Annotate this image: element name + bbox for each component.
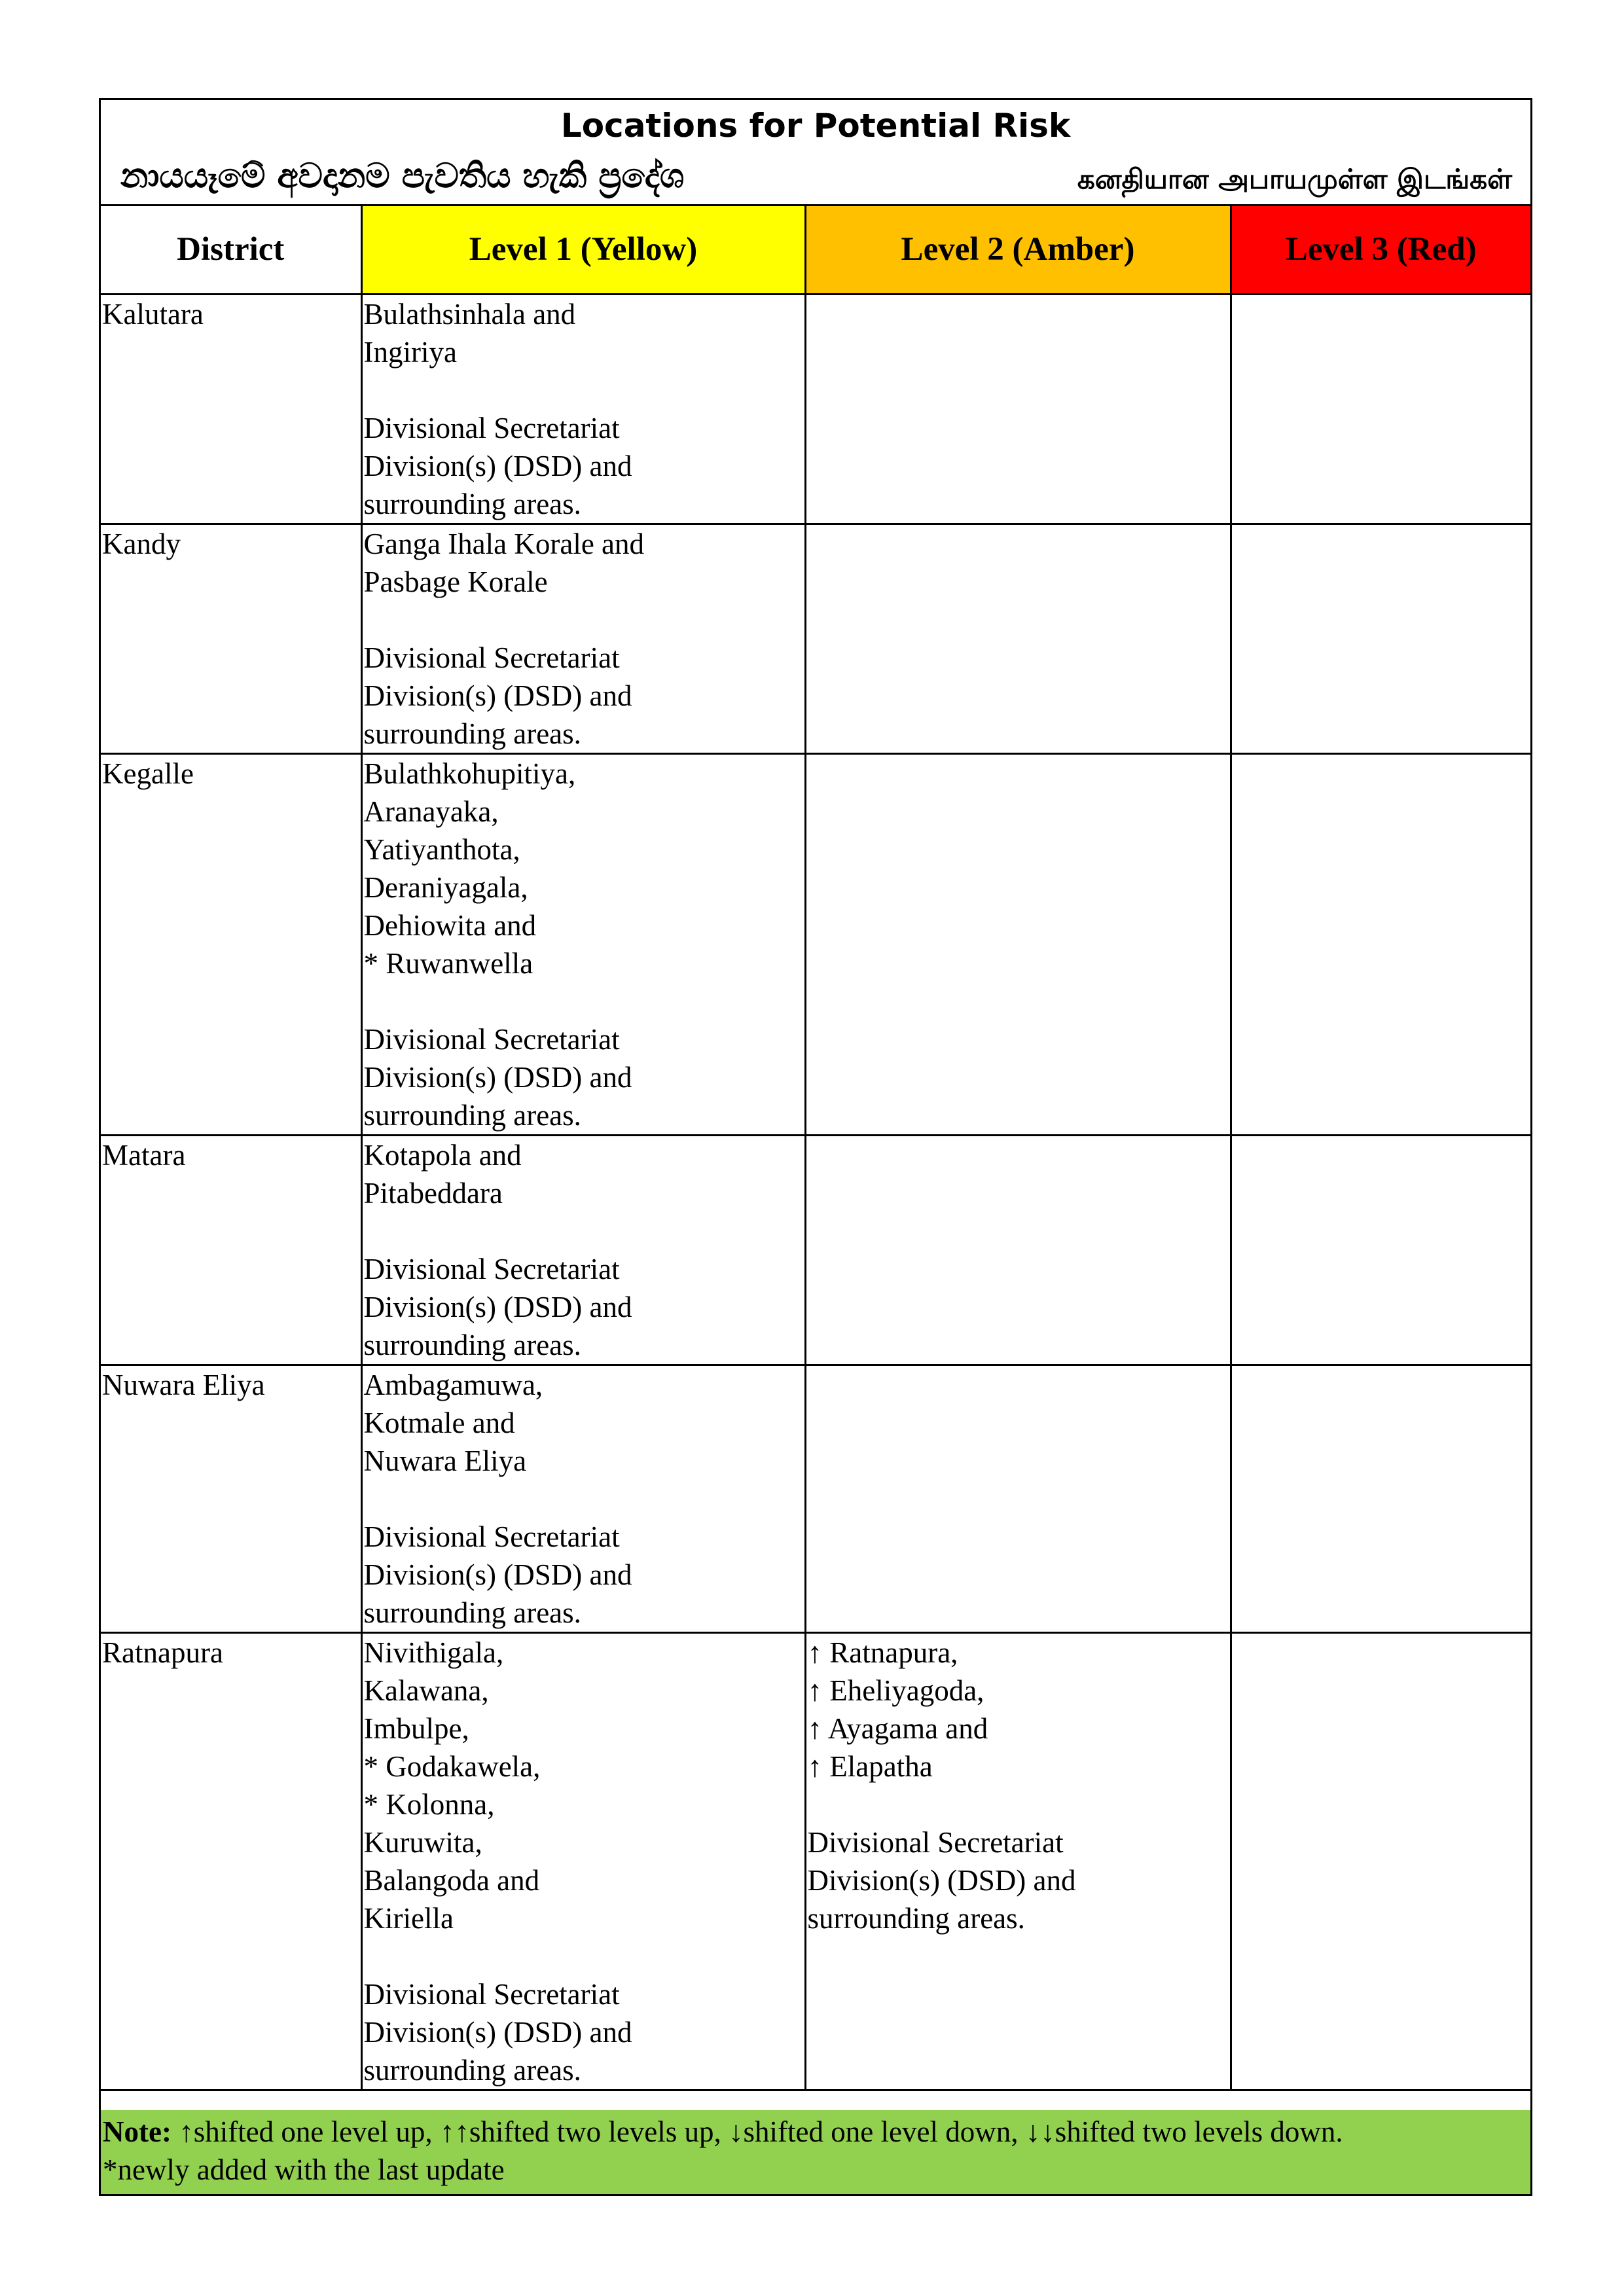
note-label: Note: xyxy=(103,2115,171,2148)
location-line: ↑ Ayagama and xyxy=(807,1712,988,1745)
location-line: Division(s) (DSD) and xyxy=(363,1558,632,1591)
level1-cell xyxy=(361,1632,805,2090)
level1-cell xyxy=(361,753,805,1135)
location-line: Kalawana, xyxy=(363,1674,489,1707)
level1-cell xyxy=(361,1135,805,1365)
location-line: surrounding areas. xyxy=(363,1596,581,1629)
table-row xyxy=(101,1632,1530,2090)
note-line-2: *newly added with the last update xyxy=(103,2153,505,2186)
location-line: Deraniyagala, xyxy=(363,870,528,904)
location-line: surrounding areas. xyxy=(363,487,581,520)
location-line: Ganga Ihala Korale and xyxy=(363,527,645,560)
location-line: Pasbage Korale xyxy=(363,565,548,598)
location-line: surrounding areas. xyxy=(363,1098,581,1132)
level3-cell xyxy=(1231,294,1530,524)
line-spacer xyxy=(364,371,804,409)
title-block xyxy=(101,100,1530,206)
location-line: Bulathsinhala and xyxy=(363,297,576,331)
risk-table xyxy=(101,206,1530,2091)
level3-cell xyxy=(1231,1135,1530,1365)
district-cell: Kandy xyxy=(101,524,361,753)
location-line: Imbulpe, xyxy=(363,1712,469,1745)
level3-cell xyxy=(1231,524,1530,753)
table-row xyxy=(101,1135,1530,1365)
location-line: surrounding areas. xyxy=(363,2053,581,2087)
location-line: * Godakawela, xyxy=(363,1749,541,1783)
header-level1: Level 1 (Yellow) xyxy=(361,206,805,294)
level1-cell xyxy=(361,294,805,524)
note-line-1 xyxy=(103,2113,1530,2151)
location-line: Balangoda and xyxy=(363,1863,540,1897)
risk-sheet xyxy=(99,98,1532,2196)
district-cell: Ratnapura xyxy=(101,1632,361,2090)
level2-cell xyxy=(805,524,1231,753)
location-line: ↑ Ratnapura, xyxy=(807,1636,958,1669)
district-cell: Matara xyxy=(101,1135,361,1365)
header-level2: Level 2 (Amber) xyxy=(805,206,1231,294)
district-cell: Kegalle xyxy=(101,753,361,1135)
location-line: Division(s) (DSD) and xyxy=(807,1863,1076,1897)
location-line: Divisional Secretariat xyxy=(363,1252,620,1285)
note-legend-text: ↑shifted one level up, ↑↑shifted two levels up, ↓shifted one level down, ↓↓shifted two levels down. xyxy=(171,2115,1343,2148)
table-row xyxy=(101,1365,1530,1632)
location-line: surrounding areas. xyxy=(363,717,581,750)
risk-table-body xyxy=(101,294,1530,2090)
header-district: District xyxy=(101,206,361,294)
level3-cell xyxy=(1231,1632,1530,2090)
location-line: Nuwara Eliya xyxy=(363,1444,527,1477)
location-line: Division(s) (DSD) and xyxy=(363,1290,632,1323)
table-row xyxy=(101,294,1530,524)
location-line: Division(s) (DSD) and xyxy=(363,2015,632,2049)
location-line: Kotapola and xyxy=(363,1138,522,1172)
location-line: Yatiyanthota, xyxy=(363,833,520,866)
level3-cell xyxy=(1231,1365,1530,1632)
level1-cell xyxy=(361,524,805,753)
location-line: surrounding areas. xyxy=(363,1328,581,1361)
line-spacer xyxy=(364,982,804,1020)
level2-cell xyxy=(805,1135,1231,1365)
district-cell: Nuwara Eliya xyxy=(101,1365,361,1632)
line-spacer xyxy=(364,1212,804,1250)
header-level3: Level 3 (Red) xyxy=(1231,206,1530,294)
location-line: Kotmale and xyxy=(363,1406,515,1439)
location-line: Division(s) (DSD) and xyxy=(363,1060,632,1094)
title-english: Locations for Potential Risk xyxy=(560,107,1071,145)
location-line: Division(s) (DSD) and xyxy=(363,449,632,482)
location-line: Kuruwita, xyxy=(363,1825,482,1859)
location-line: Aranayaka, xyxy=(363,795,499,828)
location-line: Division(s) (DSD) and xyxy=(363,679,632,712)
location-line: Dehiowita and xyxy=(363,908,537,942)
location-line: Pitabeddara xyxy=(363,1176,503,1210)
location-line: Divisional Secretariat xyxy=(363,1977,620,2011)
location-line: ↑ Eheliyagoda, xyxy=(807,1674,984,1707)
line-spacer xyxy=(808,1785,1230,1823)
location-line: Kiriella xyxy=(363,1901,454,1935)
location-line: * Ruwanwella xyxy=(363,946,533,980)
district-cell: Kalutara xyxy=(101,294,361,524)
table-row xyxy=(101,524,1530,753)
location-line: Bulathkohupitiya, xyxy=(363,757,576,790)
level2-cell xyxy=(805,1632,1231,2090)
level1-cell xyxy=(361,1365,805,1632)
level3-cell xyxy=(1231,753,1530,1135)
level2-cell xyxy=(805,294,1231,524)
location-line: * Kolonna, xyxy=(363,1787,495,1821)
location-line: Divisional Secretariat xyxy=(363,1520,620,1553)
location-line: Nivithigala, xyxy=(363,1636,504,1669)
title-sinhala: නායයෑමේ අවදානම පැවතිය හැකි ප්‍රදේශ xyxy=(120,156,685,196)
line-spacer xyxy=(364,1480,804,1518)
title-tamil: கனதியான அபாயமுள்ள இடங்கள் xyxy=(1077,163,1512,195)
location-line: surrounding areas. xyxy=(807,1901,1025,1935)
level2-cell xyxy=(805,753,1231,1135)
location-line: Ingiriya xyxy=(363,335,457,368)
note-footer xyxy=(101,2110,1530,2194)
location-line: Ambagamuwa, xyxy=(363,1368,543,1401)
location-line: Divisional Secretariat xyxy=(807,1825,1064,1859)
line-spacer xyxy=(364,601,804,639)
line-spacer xyxy=(364,1937,804,1975)
table-row xyxy=(101,753,1530,1135)
header-row xyxy=(101,206,1530,294)
level2-cell xyxy=(805,1365,1231,1632)
location-line: Divisional Secretariat xyxy=(363,411,620,444)
location-line: Divisional Secretariat xyxy=(363,1022,620,1056)
location-line: ↑ Elapatha xyxy=(807,1749,933,1783)
location-line: Divisional Secretariat xyxy=(363,641,620,674)
